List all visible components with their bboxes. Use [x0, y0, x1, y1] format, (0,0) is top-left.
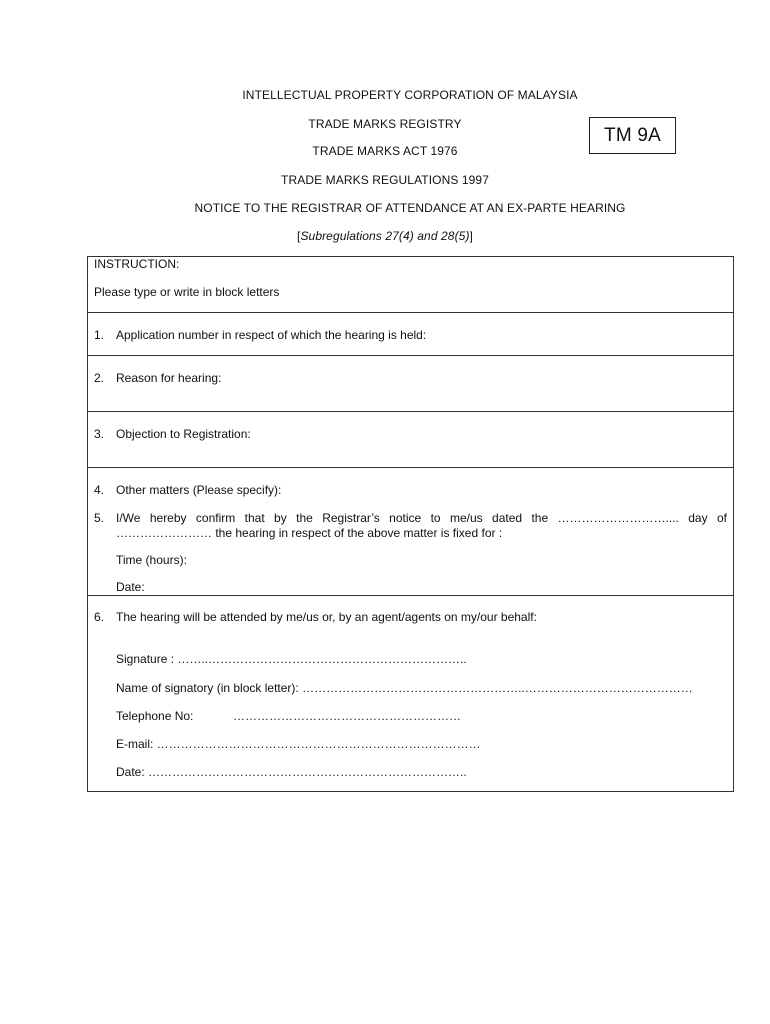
email-field: E-mail: ………………………………………………………………………	[116, 737, 481, 751]
item3-label: Objection to Registration:	[116, 427, 251, 441]
divider-instruction	[87, 312, 734, 313]
bracket-close: ]	[469, 229, 473, 243]
item5-number: 5.	[94, 511, 105, 525]
item6-label: The hearing will be attended by me/us or, by an agent/agents on my/our behalf:	[116, 610, 537, 624]
item3-number: 3.	[94, 427, 105, 441]
subregulations-text: Subregulations 27(4) and 28(5)	[300, 229, 470, 243]
divider-item2	[87, 411, 734, 412]
registry-name: TRADE MARKS REGISTRY	[308, 117, 462, 131]
divider-item5	[87, 595, 734, 596]
item4-number: 4.	[94, 483, 105, 497]
signature-field: Signature : ……..………………………………………………………..	[116, 652, 467, 666]
act-name: TRADE MARKS ACT 1976	[312, 144, 458, 158]
divider-item1	[87, 355, 734, 356]
bracket-open: [	[297, 229, 301, 243]
divider-item3	[87, 467, 734, 468]
regulations-name: TRADE MARKS REGULATIONS 1997	[281, 173, 489, 187]
organization-name: INTELLECTUAL PROPERTY CORPORATION OF MALAYSIA	[242, 88, 578, 102]
item6-number: 6.	[94, 610, 105, 624]
signatory-name-field: Name of signatory (in block letter): ………………………………………………..……………………………………	[116, 681, 693, 695]
item5-time-label: Time (hours):	[116, 553, 187, 567]
subregulations-reference	[0, 229, 770, 243]
instruction-heading: INSTRUCTION:	[94, 257, 180, 271]
item1-label: Application number in respect of which the hearing is held:	[116, 328, 427, 342]
item5-text: I/We hereby confirm that by the Registrar’s notice to me/us dated the ……………………….... day of …………………… the hearing in respect of the above matter is fixed for :	[116, 511, 727, 540]
date-field: Date: ……………………………………………………………………..	[116, 765, 467, 779]
item2-label: Reason for hearing:	[116, 371, 222, 385]
instruction-text: Please type or write in block letters	[94, 285, 280, 299]
item1-number: 1.	[94, 328, 105, 342]
item4-label: Other matters (Please specify):	[116, 483, 282, 497]
item5-date-label: Date:	[116, 580, 145, 594]
telephone-label: Telephone No:	[116, 709, 194, 723]
form-code-box: TM 9A	[589, 117, 676, 154]
telephone-field: …………………………………………………	[233, 709, 461, 723]
item2-number: 2.	[94, 371, 105, 385]
notice-title: NOTICE TO THE REGISTRAR OF ATTENDANCE AT AN EX-PARTE HEARING	[194, 201, 626, 215]
